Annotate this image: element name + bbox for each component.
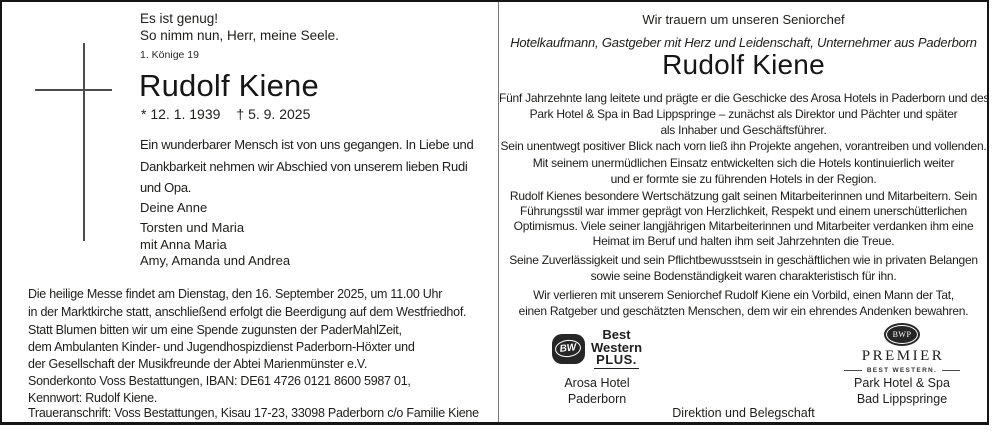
farewell-line: Ein wunderbarer Mensch ist von uns gegangen. In Liebe und bbox=[140, 137, 474, 152]
premier-best-western-label: BEST WESTERN. bbox=[866, 367, 938, 374]
tribute-paragraph bbox=[499, 90, 988, 138]
quote-source: 1. Könige 19 bbox=[140, 49, 199, 61]
tribute-line: Park Hotel & Spa in Bad Lippspringe – zunächst als Direktor und Pächter und später bbox=[529, 107, 958, 121]
donation-line: der Gesellschaft der Musikfreunde der Abtei Marienmünster e.V. bbox=[28, 357, 368, 371]
service-line: in der Marktkirche statt, anschließend erfolgt die Beerdigung auf dem Westfriedhof. bbox=[28, 304, 467, 319]
bw-ellipse-ring bbox=[554, 338, 582, 358]
tribute-line: einen Ratgeber und geschätzten Menschen, dem wir ein ehrendes Andenken bewahren. bbox=[518, 303, 969, 318]
life-dates bbox=[141, 106, 310, 122]
tribute-line: sowie seine Bodenständigkeit waren charakteristisch für ihn. bbox=[590, 268, 897, 283]
best-western-plus-logo bbox=[517, 329, 677, 369]
best-western-plus-wordmark bbox=[591, 329, 642, 369]
premier-wordmark: PREMIER bbox=[861, 348, 945, 364]
tribute-line: Sein unentwegt positiver Blick nach vorn ließ ihn Projekte angehen, vorantreiben und vollenden. bbox=[500, 139, 987, 153]
farewell-paragraph bbox=[140, 134, 473, 199]
best-western-shield-icon bbox=[552, 334, 585, 364]
bw-word-best: Best bbox=[602, 327, 631, 342]
mourner-line: Deine Anne bbox=[140, 200, 208, 215]
park-hotel-label bbox=[822, 376, 982, 407]
tribute-paragraph bbox=[499, 156, 988, 187]
bwp-oval-icon bbox=[884, 323, 920, 346]
tribute-line: Seine Zuverlässigkeit und sein Pflichtbewusstsein in geschäftlichen wie in privaten Belangen bbox=[509, 253, 978, 267]
bw-word-western: Western bbox=[590, 339, 643, 355]
tribute-line: und er formte sie zu führenden Hotels in der Region. bbox=[610, 171, 877, 186]
service-line: Die heilige Messe findet am Dienstag, den 16. September 2025, um 11.00 Uhr bbox=[28, 287, 443, 301]
hotel-city-line: Bad Lippspringe bbox=[856, 391, 948, 406]
tribute-line: als Inhaber und Geschäftsführer. bbox=[660, 123, 827, 137]
farewell-line: Dankbarkeit nehmen wir Abschied von unserem lieben Rudi bbox=[140, 158, 468, 174]
best-western-premier-logo bbox=[822, 323, 982, 374]
cross-horizontal-bar bbox=[35, 89, 112, 91]
birth-date: * 12. 1. 1939 bbox=[141, 106, 221, 122]
bwp-oval-ring bbox=[886, 325, 918, 344]
tribute-paragraph bbox=[499, 189, 988, 249]
premier-left-rule bbox=[844, 370, 862, 371]
funeral-service-info bbox=[28, 286, 466, 321]
deceased-description: Hotelkaufmann, Gastgeber mit Herz und Leidenschaft, Unternehmer aus Paderborn bbox=[510, 35, 977, 50]
tribute-line: Optimismus. Viele seiner langjährigen Mitarbeiterinnen und Mitarbeiter verdanken ihm eine bbox=[513, 219, 974, 233]
company-obituary bbox=[499, 2, 988, 422]
donation-line: Kennwort: Rudolf Kiene. bbox=[28, 391, 158, 405]
tribute-line: Mit seinem unermüdlichen Einsatz entwickelten sich die Hotels kontinuierlich weiter bbox=[532, 156, 955, 170]
hotel-name-line: Arosa Hotel bbox=[564, 376, 630, 390]
quote-line: Es ist genug! bbox=[140, 11, 219, 26]
tribute-line: Wir verlieren mit unserem Seniorchef Rudolf Kiene ein Vorbild, einen Mann der Tat, bbox=[533, 288, 954, 302]
bwp-monogram: BWP bbox=[892, 330, 912, 339]
tribute-paragraph bbox=[499, 253, 988, 284]
mourners-list bbox=[140, 200, 290, 270]
tribute-line: Führungsstil war immer geprägt von Herzlichkeit, Respekt und einem unerschütterlichen bbox=[520, 204, 967, 218]
hotel-city-line: Paderborn bbox=[567, 391, 627, 406]
arosa-hotel-label bbox=[517, 376, 677, 407]
deceased-name-left: Rudolf Kiene bbox=[139, 68, 319, 103]
donation-line: Statt Blumen bitten wir um eine Spende zugunsten der PaderMahlZeit, bbox=[28, 323, 402, 337]
quote-line: So nimm nun, Herr, meine Seele. bbox=[140, 28, 339, 43]
company-signature: Direktion und Belegschaft bbox=[672, 406, 815, 420]
tribute-line: Heimat im Beruf und halten ihm seit Jahrzehnten die Treue. bbox=[592, 234, 895, 248]
donation-info bbox=[28, 322, 415, 407]
deceased-name-right: Rudolf Kiene bbox=[662, 49, 825, 80]
mourner-line: Torsten und Maria bbox=[140, 219, 245, 235]
premier-subtitle-row bbox=[822, 367, 982, 374]
tribute-line: Rudolf Kienes besondere Wertschätzung galt seinen Mitarbeiterinnen und Mitarbeitern. Sein bbox=[509, 189, 978, 203]
farewell-line: und Opa. bbox=[140, 180, 192, 195]
tribute-paragraph bbox=[499, 138, 988, 154]
death-date: † 5. 9. 2025 bbox=[236, 106, 311, 122]
donation-line: Sonderkonto Voss Bestattungen, IBAN: DE61 4726 0121 8600 5987 01, bbox=[28, 374, 411, 388]
condolence-address: Traueranschrift: Voss Bestattungen, Kisau 17-23, 33098 Paderborn c/o Familie Kiene bbox=[28, 406, 479, 420]
tribute-paragraph bbox=[499, 288, 988, 319]
hotel-name-line: Park Hotel & Spa bbox=[854, 376, 950, 390]
mourner-line: mit Anna Maria bbox=[140, 236, 227, 252]
company-intro: Wir trauern um unseren Seniorchef bbox=[642, 12, 845, 27]
bw-word-plus: PLUS. bbox=[596, 352, 637, 367]
donation-line: dem Ambulanten Kinder- und Jugendhospizdienst Paderborn-Höxter und bbox=[28, 340, 415, 354]
premier-right-rule bbox=[942, 370, 960, 371]
tribute-line: Fünf Jahrzehnte lang leitete und prägte er die Geschicke des Arosa Hotels in Paderborn und des bbox=[499, 91, 990, 105]
cross-vertical-bar bbox=[83, 43, 85, 241]
mourner-line: Amy, Amanda und Andrea bbox=[140, 253, 291, 269]
scripture-quote bbox=[140, 10, 339, 64]
bw-monogram: BW bbox=[559, 341, 577, 355]
